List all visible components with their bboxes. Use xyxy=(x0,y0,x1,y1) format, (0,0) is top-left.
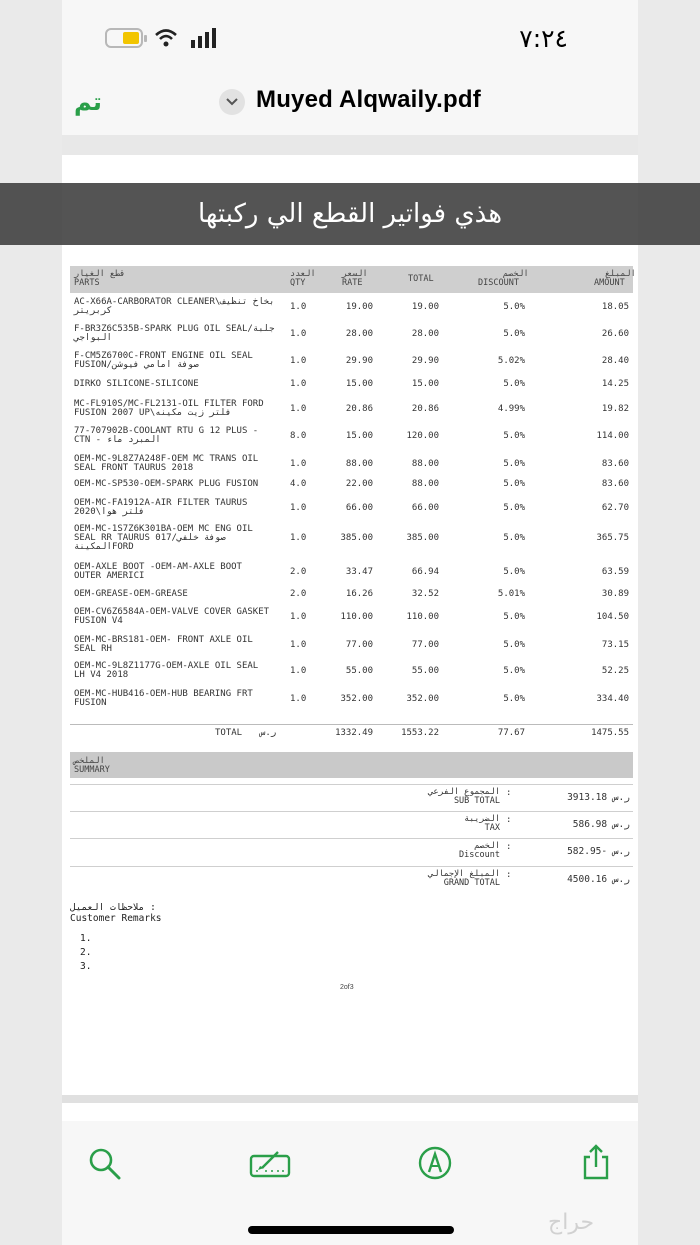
done-button[interactable]: تم xyxy=(74,88,102,116)
discount-cell: 5.0% xyxy=(503,666,525,676)
total-cell: 88.00 xyxy=(411,479,439,489)
qty-cell: 1.0 xyxy=(290,356,307,366)
header-qty: QTY xyxy=(290,278,306,288)
summary-label: SUB TOTAL xyxy=(453,796,500,806)
qty-cell: 1.0 xyxy=(290,666,307,676)
part-name: OEM-CV6Z6584A-OEM-VALVE COVER GASKET FUSION V4 xyxy=(74,607,270,626)
table-row xyxy=(70,662,633,680)
header-parts: PARTS xyxy=(74,278,100,288)
header-amount: AMOUNT xyxy=(594,278,625,288)
amount-cell: 365.75 xyxy=(596,533,629,543)
discount-cell: 5.0% xyxy=(503,479,525,489)
qty-cell: 1.0 xyxy=(290,302,307,312)
rate-cell: 19.00 xyxy=(345,302,373,312)
discount-cell: 5.02% xyxy=(497,356,525,366)
part-name: OEM-MC-SP530-OEM-SPARK PLUG FUSION xyxy=(74,479,259,489)
table-row xyxy=(70,690,633,708)
summary-title: SUMMARY xyxy=(74,765,110,775)
search-icon[interactable] xyxy=(88,1147,122,1181)
status-time: ٧:٢٤ xyxy=(519,24,568,53)
amount-cell: 62.70 xyxy=(601,503,629,513)
total-cell: 120.00 xyxy=(406,431,439,441)
part-name: OEM-MC-HUB416-OEM-HUB BEARING FRT FUSION xyxy=(74,689,253,708)
header-discount-ar: الخصم xyxy=(503,269,529,279)
page-divider xyxy=(62,135,638,155)
summary-divider xyxy=(70,811,633,812)
discount-cell: 5.0% xyxy=(503,379,525,389)
table-row xyxy=(70,480,633,489)
header-parts-ar: قطع الغيار xyxy=(74,269,126,279)
chevron-down-icon[interactable] xyxy=(219,89,245,115)
total-label: TOTAL xyxy=(215,728,243,738)
qty-cell: 1.0 xyxy=(290,329,307,339)
discount-cell: 5.0% xyxy=(503,503,525,513)
part-name: F-BR3Z6C535B-SPARK PLUG OIL SEAL/جلبة البواجي xyxy=(74,324,275,343)
summary-header xyxy=(70,752,633,778)
remark-item: 2. xyxy=(80,947,92,958)
wifi-icon xyxy=(154,27,178,49)
share-icon[interactable] xyxy=(580,1143,612,1181)
rate-cell: 15.00 xyxy=(345,431,373,441)
markup-icon[interactable] xyxy=(248,1146,292,1180)
summary-colon: : xyxy=(506,842,512,852)
summary-colon: : xyxy=(506,870,512,880)
qty-cell: 1.0 xyxy=(290,533,307,543)
rate-cell: 88.00 xyxy=(345,459,373,469)
rate-cell: 29.90 xyxy=(345,356,373,366)
table-row xyxy=(70,325,633,343)
summary-label: Discount xyxy=(459,850,500,860)
remarks-title: Customer Remarks xyxy=(70,913,162,924)
rate-cell: 22.00 xyxy=(345,479,373,489)
header-rate: RATE xyxy=(342,278,363,288)
summary-row xyxy=(70,788,633,810)
table-row xyxy=(70,400,633,418)
part-name: OEM-AXLE BOOT -OEM-AM-AXLE BOOT OUTER AMERICI xyxy=(74,562,242,581)
discount-cell: 4.99% xyxy=(497,404,525,414)
rate-cell: 110.00 xyxy=(340,612,373,622)
part-name: OEM-MC-9L8Z1177G-OEM-AXLE OIL SEAL LH V4 2018 xyxy=(74,661,259,680)
amount-cell: 104.50 xyxy=(596,612,629,622)
rate-cell: 77.00 xyxy=(345,640,373,650)
summary-title-ar: الملخص xyxy=(74,756,105,766)
total-cell: 352.00 xyxy=(406,694,439,704)
total-discount: 77.67 xyxy=(497,728,525,738)
rate-cell: 28.00 xyxy=(345,329,373,339)
rate-cell: 55.00 xyxy=(345,666,373,676)
document-title[interactable]: Muyed Alqwaily.pdf xyxy=(256,86,481,113)
part-name: OEM-MC-1S7Z6K301BA-OEM MC ENG OIL SEAL RR TAURUS 017/صوفة خلفي المكينةFORD xyxy=(74,524,253,552)
total-rate: 1332.49 xyxy=(335,728,373,738)
page-number: 2of3 xyxy=(340,984,354,991)
total-cell: 29.90 xyxy=(411,356,439,366)
qty-cell: 1.0 xyxy=(290,379,307,389)
total-cell: 66.94 xyxy=(411,567,439,577)
next-pdf-page xyxy=(62,1103,638,1121)
summary-label-ar: المجموع الفرعي xyxy=(428,787,500,797)
header-amount-ar: المبلغ xyxy=(605,269,636,279)
top-bar xyxy=(62,0,638,135)
table-header xyxy=(70,266,636,293)
qty-cell: 1.0 xyxy=(290,459,307,469)
summary-value: 582.95- ر.س xyxy=(567,846,630,857)
summary-divider xyxy=(70,838,633,839)
rate-cell: 66.00 xyxy=(345,503,373,513)
rate-cell: 15.00 xyxy=(345,379,373,389)
remark-item: 3. xyxy=(80,961,92,972)
summary-row xyxy=(70,842,633,864)
total-cell: 385.00 xyxy=(406,533,439,543)
discount-cell: 5.0% xyxy=(503,533,525,543)
header-discount: DISCOUNT xyxy=(478,278,519,288)
table-row xyxy=(70,380,633,389)
part-name: OEM-MC-BRS181-OEM- FRONT AXLE OIL SEAL RH xyxy=(74,635,253,654)
qty-cell: 1.0 xyxy=(290,640,307,650)
discount-cell: 5.0% xyxy=(503,694,525,704)
total-cell: 55.00 xyxy=(411,666,439,676)
amount-cell: 26.60 xyxy=(601,329,629,339)
customer-remarks xyxy=(70,902,162,924)
discount-cell: 5.0% xyxy=(503,302,525,312)
total-cell: 15.00 xyxy=(411,379,439,389)
table-row xyxy=(70,636,633,654)
amount-cell: 73.15 xyxy=(601,640,629,650)
table-row xyxy=(70,525,633,552)
summary-colon: : xyxy=(506,788,512,798)
summary-label-ar: الخصم xyxy=(474,841,500,851)
watermark: حراج xyxy=(548,1210,595,1235)
total-cell: 110.00 xyxy=(406,612,439,622)
summary-value: 4500.16 ر.س xyxy=(567,874,630,885)
part-name: MC-FL910S/MC-FL2131-OIL FILTER FORD FUSION 2007 UP\فلتر زيت مكينه xyxy=(74,399,264,418)
total-cell: 19.00 xyxy=(411,302,439,312)
summary-colon: : xyxy=(506,815,512,825)
discount-cell: 5.0% xyxy=(503,567,525,577)
table-row xyxy=(70,590,633,599)
amount-cell: 19.82 xyxy=(601,404,629,414)
total-cell: 28.00 xyxy=(411,329,439,339)
total-row xyxy=(70,729,633,741)
table-row xyxy=(70,298,633,316)
summary-divider xyxy=(70,784,633,785)
total-divider xyxy=(70,724,633,725)
battery-icon xyxy=(105,28,143,48)
rate-cell: 385.00 xyxy=(340,533,373,543)
summary-row xyxy=(70,815,633,837)
amount-cell: 83.60 xyxy=(601,479,629,489)
qty-cell: 1.0 xyxy=(290,503,307,513)
summary-label-ar: المبلغ الإجمالي xyxy=(428,869,500,879)
qty-cell: 4.0 xyxy=(290,479,307,489)
table-row xyxy=(70,563,633,581)
total-cell: 77.00 xyxy=(411,640,439,650)
header-qty-ar: العدد xyxy=(290,269,316,279)
table-row xyxy=(70,455,633,473)
qty-cell: 1.0 xyxy=(290,404,307,414)
discount-cell: 5.0% xyxy=(503,640,525,650)
summary-row xyxy=(70,870,633,892)
qty-cell: 1.0 xyxy=(290,612,307,622)
header-total: TOTAL xyxy=(408,274,434,284)
page-divider xyxy=(62,1095,638,1103)
remarks-title-ar: ملاحظات العميل : xyxy=(70,902,156,913)
amount-cell: 30.89 xyxy=(601,589,629,599)
header-rate-ar: السعر xyxy=(342,269,368,279)
amount-cell: 28.40 xyxy=(601,356,629,366)
part-name: OEM-MC-9L8Z7A248F-OEM MC TRANS OIL SEAL FRONT TAURUS 2018 xyxy=(74,454,259,473)
rate-cell: 20.86 xyxy=(345,404,373,414)
amount-cell: 14.25 xyxy=(601,379,629,389)
home-indicator[interactable] xyxy=(248,1226,454,1234)
discount-cell: 5.0% xyxy=(503,329,525,339)
total-cell: 32.52 xyxy=(411,589,439,599)
table-row xyxy=(70,427,633,445)
summary-value: 586.98 ر.س xyxy=(572,819,630,830)
part-name: 77-707902B-COOLANT RTU G 12 PLUS - CTN - المبرد ماء xyxy=(74,426,259,445)
part-name: DIRKO SILICONE-SILICONE xyxy=(74,379,199,389)
discount-cell: 5.01% xyxy=(497,589,525,599)
table-row xyxy=(70,499,633,517)
summary-value: 3913.18 ر.س xyxy=(567,792,630,803)
total-currency: ر.س xyxy=(260,728,277,738)
amount-cell: 63.59 xyxy=(601,567,629,577)
part-name: OEM-GREASE-OEM-GREASE xyxy=(74,589,188,599)
caption-overlay: هذي فواتير القطع الي ركبتها xyxy=(0,183,700,245)
summary-label: GRAND TOTAL xyxy=(443,878,500,888)
rate-cell: 33.47 xyxy=(345,567,373,577)
part-name: AC-X66A-CARBORATOR CLEANER\بخاخ تنظيف كربريتر xyxy=(74,297,275,316)
pen-markup-icon[interactable] xyxy=(417,1145,453,1181)
summary-divider xyxy=(70,866,633,867)
summary-label: TAX xyxy=(484,823,500,833)
qty-cell: 2.0 xyxy=(290,589,307,599)
table-row xyxy=(70,352,633,370)
total-total: 1553.22 xyxy=(401,728,439,738)
amount-cell: 334.40 xyxy=(596,694,629,704)
amount-cell: 18.05 xyxy=(601,302,629,312)
part-name: F-CM5Z6700C-FRONT ENGINE OIL SEAL FUSION/صوفة امامي فيوشن xyxy=(74,351,253,370)
part-name: OEM-MC-FA1912A-AIR FILTER TAURUS 2020\فلتر هوا xyxy=(74,498,248,517)
total-cell: 20.86 xyxy=(411,404,439,414)
amount-cell: 114.00 xyxy=(596,431,629,441)
rate-cell: 352.00 xyxy=(340,694,373,704)
amount-cell: 83.60 xyxy=(601,459,629,469)
discount-cell: 5.0% xyxy=(503,612,525,622)
table-row xyxy=(70,608,633,626)
total-amount: 1475.55 xyxy=(591,728,629,738)
summary-label-ar: الضريبة xyxy=(464,814,500,824)
rate-cell: 16.26 xyxy=(345,589,373,599)
signal-icon xyxy=(190,28,220,50)
total-cell: 66.00 xyxy=(411,503,439,513)
remark-item: 1. xyxy=(80,933,92,944)
qty-cell: 1.0 xyxy=(290,694,307,704)
qty-cell: 2.0 xyxy=(290,567,307,577)
amount-cell: 52.25 xyxy=(601,666,629,676)
qty-cell: 8.0 xyxy=(290,431,307,441)
discount-cell: 5.0% xyxy=(503,431,525,441)
discount-cell: 5.0% xyxy=(503,459,525,469)
total-cell: 88.00 xyxy=(411,459,439,469)
